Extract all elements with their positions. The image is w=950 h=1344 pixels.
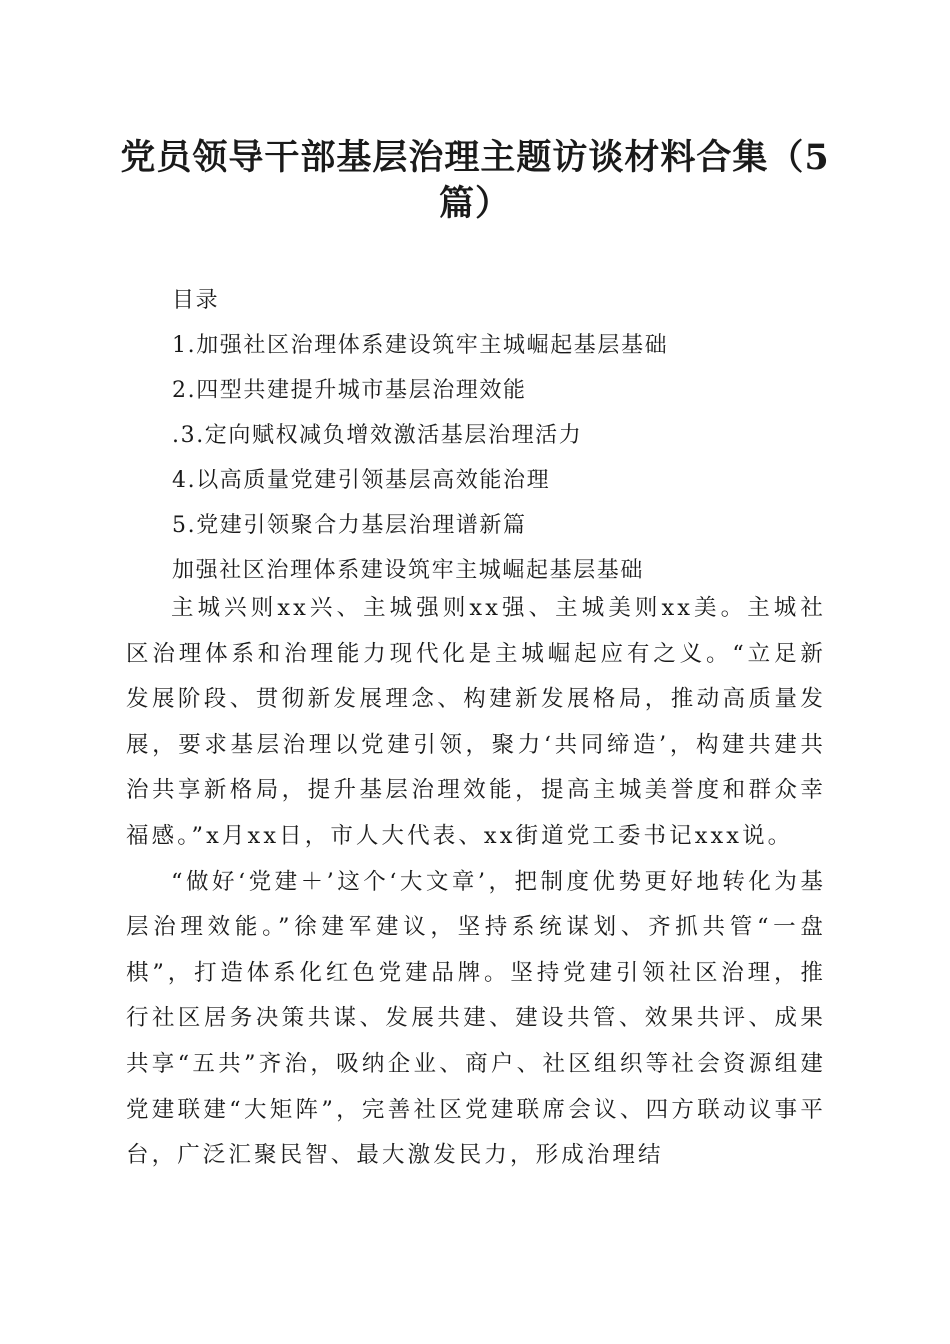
toc-item: 2.四型共建提升城市基层治理效能 xyxy=(172,378,527,403)
toc-heading: 目录 xyxy=(172,288,220,313)
table-of-contents xyxy=(172,278,852,593)
body-text xyxy=(126,586,826,1179)
toc-item: .3.定向赋权减负增效激活基层治理活力 xyxy=(172,423,583,448)
toc-item: 1.加强社区治理体系建设筑牢主城崛起基层基础 xyxy=(172,333,669,358)
section-title: 加强社区治理体系建设筑牢主城崛起基层基础 xyxy=(172,558,645,583)
toc-item: 5.党建引领聚合力基层治理谱新篇 xyxy=(172,513,527,538)
body-paragraph: 主城兴则xx兴、主城强则xx强、主城美则xx美。主城社区治理体系和治理能力现代化是主城崛起应有之义。“立足新发展阶段、贯彻新发展理念、构建新发展格局，推动高质量发展，要求基层治理以党建引领，聚力‘共同缔造’，构建共建共治共享新格局，提升基层治理效能，提高主城美誉度和群众幸福感。”x月xx日，市人大代表、xx街道党工委书记xxx说。 xyxy=(126,595,826,849)
body-paragraph: “做好‘党建＋’这个‘大文章’，把制度优势更好地转化为基层治理效能。”徐建军建议，坚持系统谋划、齐抓共管“一盘棋”，打造体系化红色党建品牌。坚持党建引领社区治理，推行社区居务决策共谋、发展共建、建设共管、效果共评、成果共享“五共”齐治，吸纳企业、商户、社区组织等社会资源组建党建联建“大矩阵”，完善社区党建联席会议、四方联动议事平台，广泛汇聚民智、最大激发民力，形成治理结 xyxy=(126,868,826,1169)
toc-item: 4.以高质量党建引领基层高效能治理 xyxy=(172,468,551,493)
document-title: 党员领导干部基层治理主题访谈材料合集（5篇） xyxy=(120,137,830,224)
